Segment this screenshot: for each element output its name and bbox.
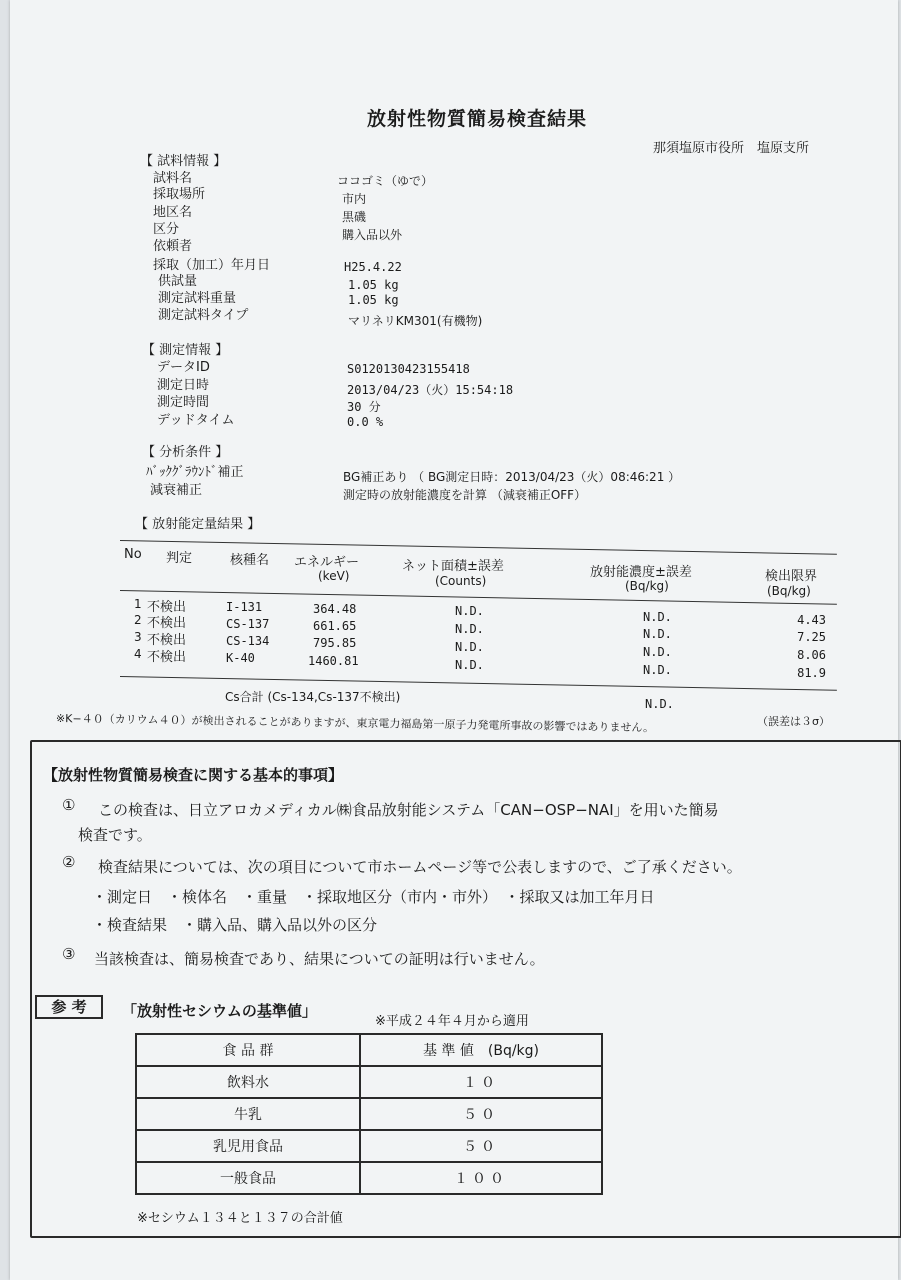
sample-label: 測定試料タイプ	[158, 308, 249, 323]
sample-label: 区分	[153, 222, 180, 237]
sample-value: 1.05 kg	[348, 293, 399, 307]
reference-tag: 参 考	[35, 995, 103, 1019]
food-name: 乳児用食品	[136, 1130, 360, 1162]
row-energy: 364.48	[313, 602, 357, 616]
sample-label: 供試量	[158, 274, 198, 289]
issuer: 那須塩原市役所 塩原支所	[653, 141, 810, 156]
cs-total-label: Cs合計 (Cs-134,Cs-137不検出)	[225, 690, 401, 704]
measure-value: 2013/04/23（火）15:54:18	[347, 383, 514, 397]
table-header-row	[136, 1034, 602, 1066]
document-title: 放射性物質簡易検査結果	[367, 108, 588, 130]
food-limit: ５０	[360, 1130, 602, 1162]
measure-value: S0120130423155418	[347, 362, 470, 376]
sample-label: 地区名	[153, 205, 193, 220]
row-judge: 不検出	[147, 633, 187, 648]
row-net: N.D.	[455, 658, 484, 672]
cs-total-value: N.D.	[645, 697, 674, 711]
measure-label: 測定日時	[157, 378, 210, 393]
item2-bullets2: ・検査結果 ・購入品、購入品以外の区分	[92, 916, 378, 934]
basics-heading: 【放射性物質簡易検査に関する基本的事項】	[43, 766, 344, 784]
row-energy: 661.65	[313, 619, 357, 633]
row-nuclide: K-40	[226, 651, 255, 665]
analysis-label: 減衰補正	[150, 483, 203, 498]
item3-mark: ③	[62, 945, 76, 963]
item2-line1: 検査結果については、次の項目について市ホームページ等で公表しますので、ご了承ください。	[98, 858, 742, 876]
row-energy: 1460.81	[308, 654, 359, 668]
row-limit: 4.43	[797, 613, 826, 627]
table-row	[136, 1130, 602, 1162]
document-sheet	[10, 0, 898, 1280]
reference-footnote: ※セシウム１３４と１３７の合計値	[137, 1211, 343, 1226]
item1-line2: 検査です。	[78, 826, 152, 844]
food-limit: １００	[360, 1162, 602, 1194]
col-limit-unit: (Bq/kg)	[767, 584, 811, 598]
table-row	[136, 1098, 602, 1130]
sample-label: 依頼者	[153, 239, 193, 254]
measure-heading: 【 測定情報 】	[142, 343, 229, 358]
col-net: ネット面積±誤差	[402, 559, 504, 574]
row-judge: 不検出	[147, 616, 187, 631]
error-note: （誤差は３σ）	[757, 715, 830, 728]
table-top-rule	[120, 540, 837, 555]
sample-value: 購入品以外	[342, 228, 403, 242]
sample-label: 採取場所	[153, 187, 206, 202]
item1-mark: ①	[62, 796, 76, 814]
item2-bullets1: ・測定日 ・検体名 ・重量 ・採取地区分（市内・市外） ・採取又は加工年月日	[92, 888, 655, 906]
row-limit: 8.06	[797, 648, 826, 662]
row-conc: N.D.	[643, 627, 672, 641]
row-no: 4	[134, 647, 142, 661]
sample-value: 1.05 kg	[348, 278, 399, 292]
row-conc: N.D.	[643, 663, 672, 677]
row-energy: 795.85	[313, 636, 357, 650]
food-limit: ５０	[360, 1098, 602, 1130]
sample-label: 試料名	[153, 171, 193, 186]
col-no: No	[124, 547, 142, 562]
analysis-heading: 【 分析条件 】	[142, 445, 229, 460]
row-no: 2	[134, 613, 142, 627]
table-row	[136, 1162, 602, 1194]
col-conc: 放射能濃度±誤差	[590, 565, 692, 580]
food-limit: １０	[360, 1066, 602, 1098]
row-nuclide: I-131	[226, 600, 263, 614]
reference-title: 「放射性セシウムの基準値」	[122, 1002, 317, 1020]
col-net-unit: (Counts)	[435, 574, 487, 588]
item2-mark: ②	[62, 853, 76, 871]
row-limit: 7.25	[797, 630, 826, 644]
row-conc: N.D.	[643, 610, 672, 624]
table-row	[136, 1066, 602, 1098]
row-net: N.D.	[455, 622, 484, 636]
sample-label: 測定試料重量	[158, 291, 237, 306]
col-limit: 検出限界	[765, 569, 818, 584]
cesium-standard-table	[135, 1033, 603, 1195]
col-conc-unit: (Bq/kg)	[625, 579, 669, 593]
sample-value: マリネリKM301(有機物)	[348, 314, 483, 328]
row-judge: 不検出	[147, 650, 187, 665]
analysis-label: ﾊﾞｯｸｸﾞﾗｳﾝﾄﾞ補正	[146, 465, 244, 480]
food-name: 一般食品	[136, 1162, 360, 1194]
results-heading: 【 放射能定量結果 】	[135, 517, 261, 532]
sample-heading: 【 試料情報 】	[140, 154, 227, 169]
sample-value: ココゴミ（ゆで）	[337, 174, 434, 188]
measure-value: 30 分	[347, 400, 381, 414]
sample-value: H25.4.22	[344, 260, 402, 274]
row-no: 3	[134, 630, 142, 644]
measure-label: データID	[157, 360, 210, 375]
row-limit: 81.9	[797, 666, 826, 680]
measure-label: 測定時間	[157, 395, 210, 410]
measure-label: デッドタイム	[157, 413, 235, 428]
measure-value: 0.0 %	[347, 415, 384, 429]
sample-value: 市内	[342, 192, 367, 206]
sample-label: 採取（加工）年月日	[153, 258, 271, 273]
col-energy-unit: (keV)	[318, 569, 350, 583]
sample-value: 黒磯	[342, 210, 367, 224]
analysis-value: 測定時の放射能濃度を計算 （減衰補正OFF）	[343, 488, 587, 502]
item1-line1: この検査は、日立アロカメディカル㈱食品放射能システム「CAN−OSP−NAI」を用いた簡易	[98, 801, 719, 819]
row-conc: N.D.	[643, 645, 672, 659]
row-net: N.D.	[455, 604, 484, 618]
item3-line1: 当該検査は、簡易検査であり、結果についての証明は行いません。	[94, 950, 545, 968]
food-name: 飲料水	[136, 1066, 360, 1098]
header-food: 食 品 群	[136, 1034, 360, 1066]
k40-note: ※K−４０（カリウム４０）が検出されることがありますが、東京電力福島第一原子力発電所事故の影響ではありません。	[55, 712, 655, 735]
row-nuclide: CS-134	[226, 634, 270, 648]
col-nuclide: 核種名	[230, 553, 270, 568]
row-judge: 不検出	[147, 600, 187, 615]
food-name: 牛乳	[136, 1098, 360, 1130]
col-judge: 判定	[166, 551, 193, 566]
analysis-value: BG補正あり （ BG測定日時：2013/04/23（火）08:46:21 ）	[343, 470, 681, 484]
row-no: 1	[134, 597, 142, 611]
header-value: 基 準 値 (Bq/kg)	[360, 1034, 602, 1066]
reference-applied: ※平成２４年４月から適用	[375, 1014, 529, 1029]
col-energy: エネルギー	[294, 555, 360, 570]
row-net: N.D.	[455, 640, 484, 654]
row-nuclide: CS-137	[226, 617, 270, 631]
